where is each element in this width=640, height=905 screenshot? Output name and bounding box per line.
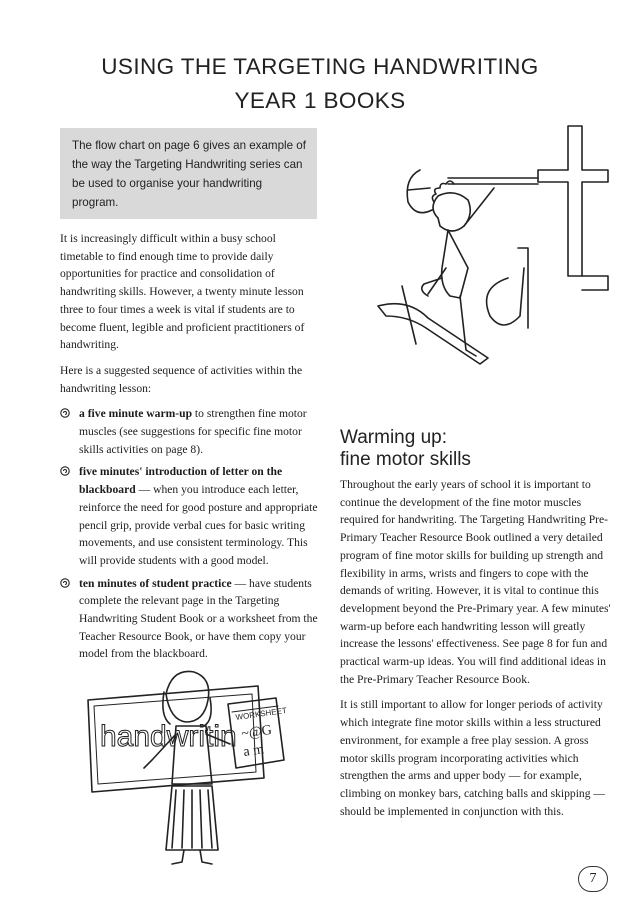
list-item-bold: ten minutes of student practice xyxy=(79,576,232,590)
list-item-text: — have students complete the relevant page in the Targeting Handwriting Student Book or a worksheet from the Teacher Resource Book, or have them copy your model from the blackboard. xyxy=(79,576,318,661)
spiral-bullet-icon xyxy=(60,466,70,476)
list-item-text: to strengthen fine motor muscles (see suggestions for specific fine motor skills activities on page 8). xyxy=(79,407,307,456)
warmup-paragraph-1: Throughout the early years of school it is important to continue the development of the fine motor muscles required for handwriting. The Targeting Handwriting Pre-Primary Teacher Resource Book outlined a very detailed program of fine motor skills for building up strength and flexibility in arms, wrists and fingers to cope with the demands of writing. However, it is vital to continue this development beyond the Pre-Primary year. A few minutes' warm-up before each handwriting lesson will greatly increase the lessons' effectiveness. See page 8 for fun and practical warm-up ideas. You will find additional ideas in the Pre-Primary Teacher Resource Book. xyxy=(340,478,611,686)
warming-up-heading xyxy=(340,427,612,470)
page-title xyxy=(0,50,640,118)
title-line-2: YEAR 1 BOOKS xyxy=(234,88,406,113)
teacher-blackboard-illustration xyxy=(80,664,320,874)
list-item-bold: five minutes' introduction of letter on the blackboard xyxy=(79,465,283,497)
spiral-bullet-icon xyxy=(60,578,70,588)
title-line-1: USING THE TARGETING HANDWRITING xyxy=(101,54,539,79)
callout-text: The flow chart on page 6 gives an example of the way the Targeting Handwriting series can be used to organise your handwriting program. xyxy=(72,139,306,209)
intro-paragraph: It is increasingly difficult within a busy school timetable to find enough time to provide daily opportunities for practice and consolidation of handwriting skills. However, a twenty minute lesson three to four times a week is vital if students are to become fluent, legible and proficient practitioners of handwriting. xyxy=(60,232,305,352)
letters-climbing-illustration xyxy=(368,118,618,380)
sequence-intro: Here is a suggested sequence of activities within the handwriting lesson: xyxy=(60,363,303,395)
spiral-bullet-icon xyxy=(60,408,70,418)
list-item-text: — when you introduce each letter, reinforce the need for good posture and appropriate pencil grip, provide verbal cues for basic writing movements, and use consistent terminology. This will provide students with a good model. xyxy=(79,483,318,567)
heading-line-1: Warming up: xyxy=(340,427,447,448)
sheet-glyph-2: a m xyxy=(242,742,265,760)
list-item xyxy=(60,463,318,569)
heading-line-2: fine motor skills xyxy=(340,448,471,470)
sheet-glyph-1: ~@G xyxy=(240,722,273,742)
list-item xyxy=(60,575,318,664)
sheet-label: WORKSHEET xyxy=(235,705,288,722)
activity-list xyxy=(60,405,318,663)
left-column xyxy=(60,230,318,668)
warmup-paragraph-2: It is still important to allow for longer periods of activity which integrate fine motor skills within a less structured environment, for example a free play session. A gross motor skills program incorporating activities which strengthen the arms and upper body — for example, climbing on monkey bars, catching balls and skipping — should be implemented in conjunction with this. xyxy=(340,698,606,818)
list-item xyxy=(60,405,318,458)
right-column xyxy=(340,425,612,828)
callout-box xyxy=(60,128,317,219)
list-item-bold: a five minute warm-up xyxy=(79,407,193,421)
board-word: handwritin xyxy=(100,720,237,753)
page-number: 7 xyxy=(578,866,608,892)
